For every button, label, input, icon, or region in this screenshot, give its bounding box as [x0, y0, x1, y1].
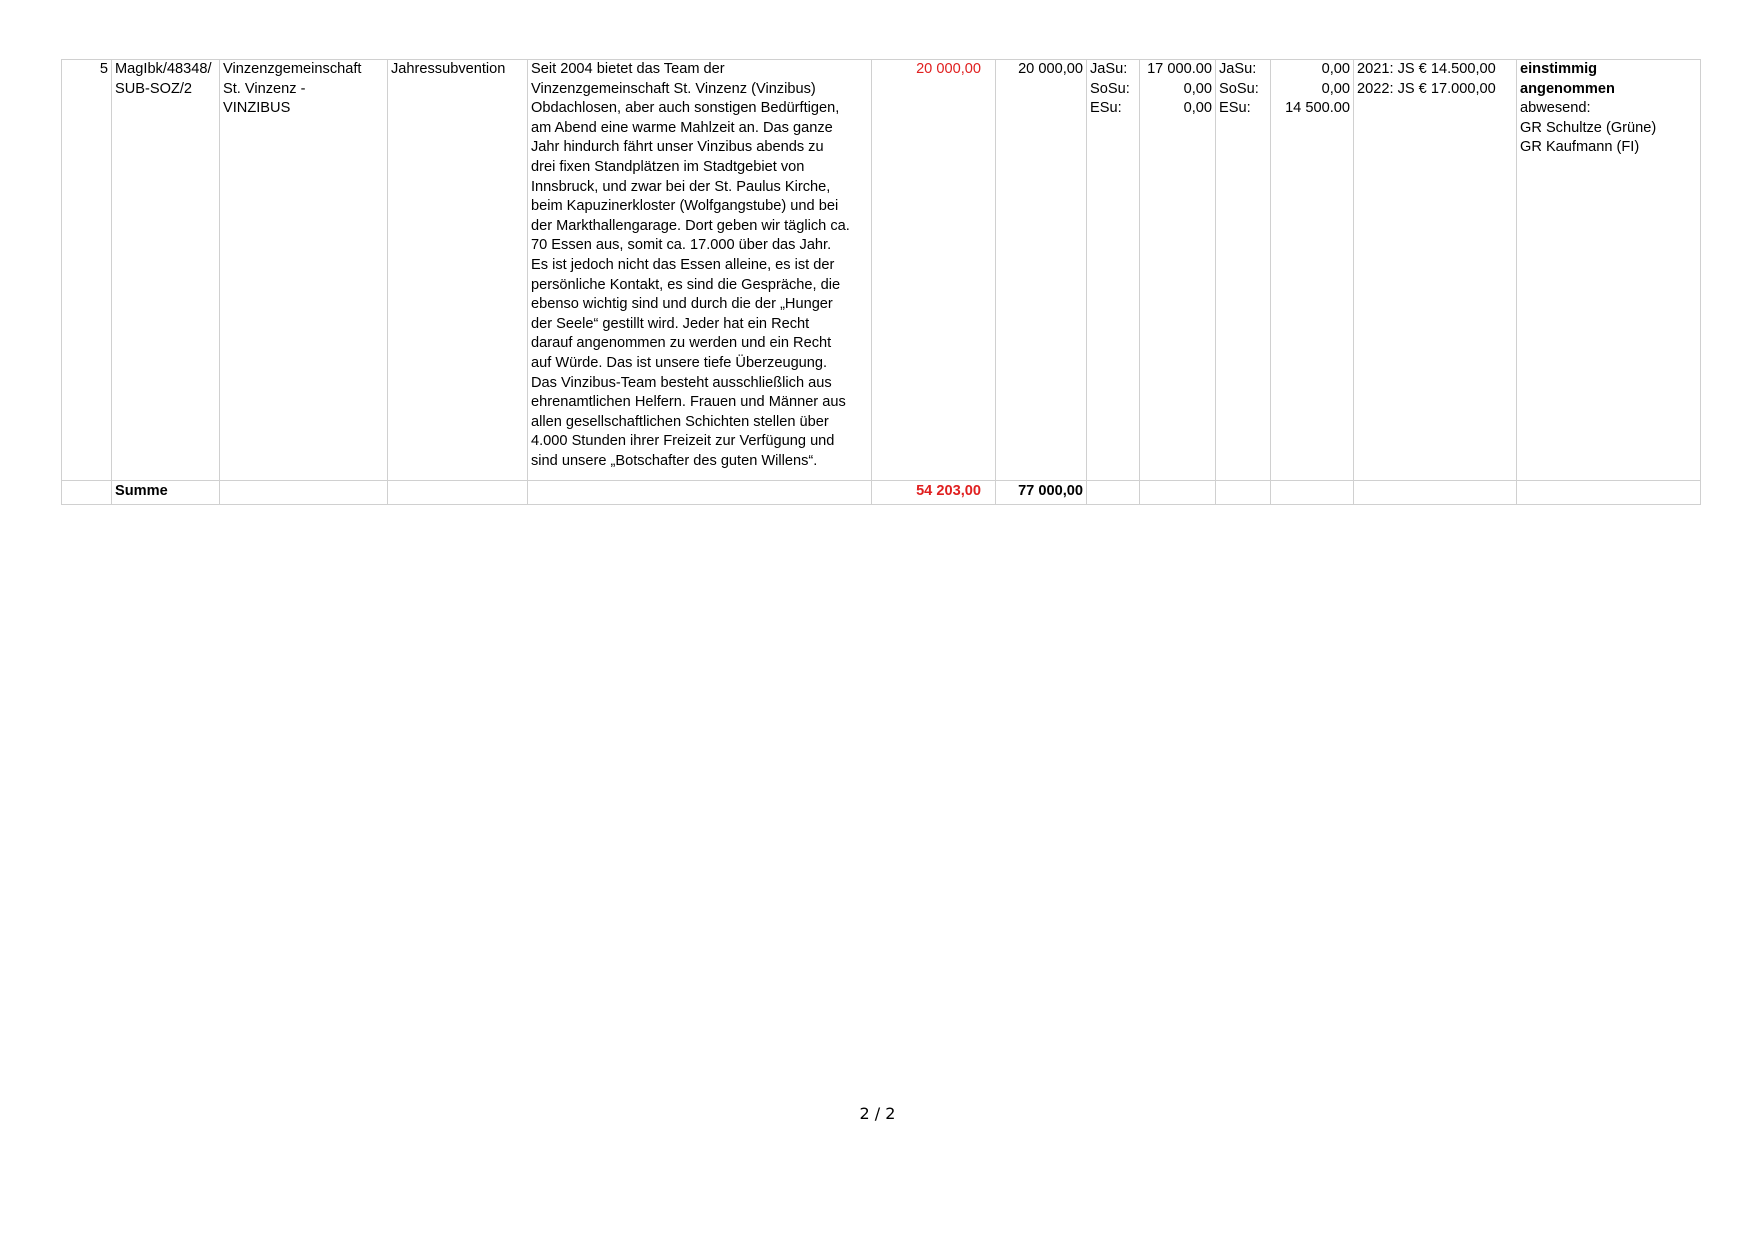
sum-row	[62, 481, 1701, 505]
value-a: 0,00	[1183, 80, 1212, 97]
description-line: 70 Essen aus, somit ca. 17.000 über das Jahr.	[531, 237, 832, 254]
aktenzahl-line: SUB-SOZ/2	[115, 80, 193, 97]
description-line: sind unsere „Botschafter des guten Willens“.	[531, 452, 818, 469]
row-number: 5	[62, 60, 112, 481]
empty-cell	[1517, 481, 1701, 505]
label-a: SoSu:	[1090, 80, 1130, 97]
empty-cell	[62, 481, 112, 505]
description-line: allen gesellschaftlichen Schichten stellen über	[531, 413, 829, 430]
value-column-a	[1140, 60, 1216, 481]
sum-label: Summe	[112, 481, 220, 505]
description-line: Seit 2004 bietet das Team der	[531, 61, 725, 77]
empty-cell	[220, 481, 388, 505]
value-b: 0,00	[1321, 80, 1350, 97]
organisation-line: Vinzenzgemeinschaft	[223, 61, 362, 77]
page-number: 2 / 2	[859, 1104, 896, 1123]
description-line: Es ist jedoch nicht das Essen alleine, es ist der	[531, 256, 835, 273]
value-a: 0,00	[1183, 100, 1212, 117]
history-cell	[1354, 60, 1517, 481]
description-line: 4.000 Stunden ihrer Freizeit zur Verfügung und	[531, 433, 835, 450]
organisation-line: VINZIBUS	[223, 100, 291, 117]
description-line: am Abend eine warme Mahlzeit an. Das ganze	[531, 119, 833, 136]
decision-cell	[1517, 60, 1701, 481]
label-b: ESu:	[1219, 100, 1251, 117]
value-b: 0,00	[1321, 61, 1350, 77]
description-line: der Seele“ gestillt wird. Jeder hat ein Recht	[531, 315, 810, 332]
decision-line: einstimmig	[1520, 61, 1598, 77]
label-column-b	[1216, 60, 1271, 481]
description-line: beim Kapuzinerkloster (Wolfgangstube) und bei	[531, 198, 839, 215]
description-line: Vinzenzgemeinschaft St. Vinzenz (Vinzibus)	[531, 80, 816, 97]
description-line: Innsbruck, und zwar bei der St. Paulus Kirche,	[531, 178, 831, 195]
description-line: der Markthallengarage. Dort geben wir täglich ca.	[531, 217, 850, 234]
organisation-cell	[220, 60, 388, 481]
label-b: SoSu:	[1219, 80, 1259, 97]
empty-cell	[1087, 481, 1140, 505]
empty-cell	[528, 481, 872, 505]
description-line: ebenso wichtig sind und durch die der „Hunger	[531, 296, 833, 313]
value-b: 14 500.00	[1285, 100, 1350, 117]
empty-cell	[1354, 481, 1517, 505]
aktenzahl-line: MagIbk/48348/	[115, 61, 212, 77]
sum-requested-value: 54 203,00	[916, 483, 981, 499]
description-line: Das Vinzibus-Team besteht ausschließlich aus	[531, 374, 832, 391]
label-a: ESu:	[1090, 100, 1122, 117]
description-line: Obdachlosen, aber auch sonstigen Bedürftigen,	[531, 100, 840, 117]
description-line: persönliche Kontakt, es sind die Gespräche, die	[531, 276, 841, 293]
empty-cell	[1271, 481, 1354, 505]
table-row	[62, 60, 1701, 481]
total-amount: 20 000,00	[996, 60, 1087, 481]
decision-line: angenommen	[1520, 80, 1615, 97]
empty-cell	[1140, 481, 1216, 505]
aktenzahl-cell	[112, 60, 220, 481]
organisation-line: St. Vinzenz -	[223, 80, 306, 97]
subsidy-table	[61, 59, 1701, 505]
history-line: 2022: JS € 17.000,00	[1357, 80, 1496, 97]
label-column-a	[1087, 60, 1140, 481]
subsidy-type-cell: Jahressubvention	[388, 60, 528, 481]
requested-amount-value: 20 000,00	[916, 61, 981, 77]
history-line: 2021: JS € 14.500,00	[1357, 61, 1496, 77]
absence-line: GR Kaufmann (FI)	[1520, 139, 1640, 156]
label-b: JaSu:	[1219, 61, 1257, 77]
value-column-b	[1271, 60, 1354, 481]
sum-requested	[872, 481, 996, 505]
empty-cell	[1216, 481, 1271, 505]
value-a: 17 000.00	[1147, 61, 1212, 77]
description-line: Jahr hindurch fährt unser Vinzibus abends zu	[531, 139, 824, 156]
description-line: darauf angenommen zu werden und ein Recht	[531, 335, 832, 352]
description-cell	[528, 60, 872, 481]
sum-total: 77 000,00	[996, 481, 1087, 505]
description-line: auf Würde. Das ist unsere tiefe Überzeugung.	[531, 354, 828, 371]
absence-line: GR Schultze (Grüne)	[1520, 119, 1657, 136]
description-line: drei fixen Standplätzen im Stadtgebiet von	[531, 158, 805, 175]
absence-line: abwesend:	[1520, 100, 1591, 117]
empty-cell	[388, 481, 528, 505]
label-a: JaSu:	[1090, 61, 1128, 77]
description-line: ehrenamtlichen Helfern. Frauen und Männer aus	[531, 394, 846, 411]
requested-amount	[872, 60, 996, 481]
